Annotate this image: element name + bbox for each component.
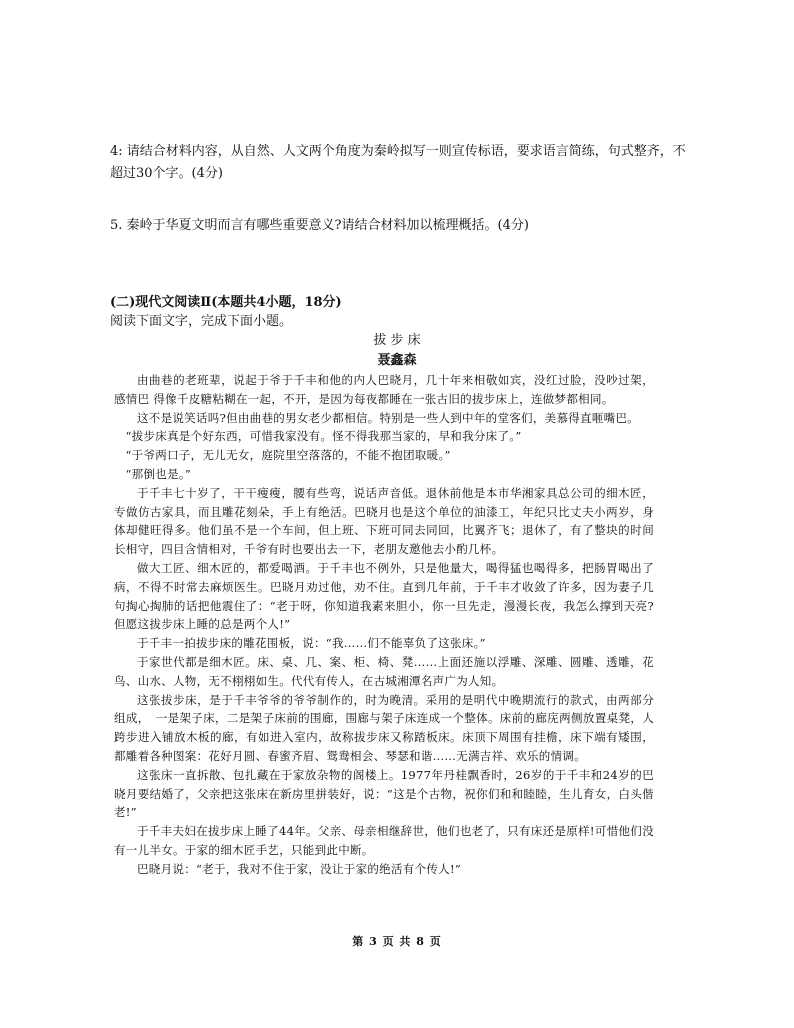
paragraph: “于爷两口子，无儿无女，庭院里空落落的，不能不抱团取暖。” <box>125 448 451 463</box>
paragraph: “拔步床真是个好东西，可惜我家没有。怪不得我那当家的，早和我分床了。” <box>125 429 522 444</box>
paragraph: 这张拔步床，是于千丰爷爷的爷爷制作的，时为晚清。采用的是明代中晚期流行的款式，由两部分组成， 一是架子床，二是架子床前的围廊，围廊与架子床连成一个整体。床前的廊庑两侧放置桌凳，人跨步进入铺放木板的廊，有如进入室内，故称拔步床又称踏板床。床顶下周围有挂檐，床下端有矮围，都雕着各种图案：花好月圆、春蜜齐眉、鸳鸯相会、琴瑟和谐……无满吉祥、欢乐的情调。 <box>114 692 654 763</box>
paragraph: 于千丰夫妇在拔步床上睡了44年。父亲、母亲相继辞世，他们也老了，只有床还是原样!可惜他们没有一儿半女。于家的细木匠手艺，只能到此中断。 <box>114 824 654 857</box>
paragraph: 于家世代都是细木匠。床、桌、几、案、柜、椅、凳……上面还施以浮雕、深雕、圆雕、透雕，花鸟、山水、人物，无不栩栩如生。代代有传人，在古城湘潭名声广为人知。 <box>114 654 654 688</box>
paragraph: 这张床一直拆散、包扎藏在于家放杂物的阁楼上。1977年丹桂飘香时，26岁的于千丰和24岁的巴晓月要结婚了，父亲把这张床在新房里拼装好，说：“这是个古物，祝你们和和睦睦，生儿育女，白头偕老!” <box>114 767 654 820</box>
question-4: 4: 请结合材料内容，从自然、人文两个角度为秦岭拟写一则宣传标语，要求语言简练，句式整齐，不超过30个字。(4分) <box>110 144 686 181</box>
paragraph: 于千丰七十岁了，干干瘦瘦，腰有些弯，说话声音低。退休前他是本市华湘家具总公司的细木匠，专做仿古家具，而且雕花刻朵，手上有绝活。巴晓月也是这个单位的油漆工，年纪只比丈夫小两岁，身体却健旺得多。他们虽不是一个车间，但上班、下班可同去同回，比翼齐飞；退休了，有了整块的时间长相守，四目含情相对，千爷有时也要出去一下，老朋友邀他去小酌几杯。 <box>114 485 654 557</box>
section-heading: (二)现代文阅读Ⅱ(本题共4小题，18分) <box>110 295 342 310</box>
paragraph: 这不是说笑话吗?但由曲巷的男女老少都相信。特别是一些人到中年的堂客们，美慕得直咂嘴巴。 <box>137 410 640 425</box>
paragraph: 于千丰一拍拔步床的雕花围板，说：“我……们不能辜负了这张床。” <box>137 636 486 651</box>
paragraph: 巴晓月说：“老于，我对不住于家，没让于家的绝活有个传人!” <box>137 861 462 876</box>
story-body <box>114 371 654 879</box>
paragraph: “那倒也是。” <box>125 466 192 481</box>
section-block <box>110 293 690 331</box>
page-footer: 第 3 页 共 8 页 <box>352 935 442 948</box>
question-5: 5. 秦岭于华夏文明而言有哪些重要意义?请结合材料加以梳理概括。(4分) <box>110 218 529 233</box>
story-title: 拔 步 床 <box>373 333 421 348</box>
section-instruction: 阅读下面文字，完成下面小题。 <box>110 314 293 329</box>
paragraph: 由曲巷的老班辈，说起于爷于千丰和他的内人巴晓月，几十年来相敬如宾，没红过脸，没吵过架，感情巴 得像千皮糖粘糊在一起，不开，是因为每夜都睡在一张古旧的拔步床上，连做梦都相同。 <box>114 373 654 406</box>
story-author: 聂鑫森 <box>377 353 417 368</box>
paragraph: 做大工匠、细木匠的，都爱喝酒。于千丰也不例外，只是他量大，喝得猛也喝得多，把肠胃喝出了病，不得不时常去麻烦医生。巴晓月劝过他，劝不住。直到几年前，于千丰才收敛了许多，因为妻子几句掏心掏肺的话把他震住了：“老于呀，你知道我素来胆小，你一旦先走，漫漫长夜，我怎么撑到天亮?但愿这拔步床上睡的总是两个人!” <box>114 560 654 632</box>
